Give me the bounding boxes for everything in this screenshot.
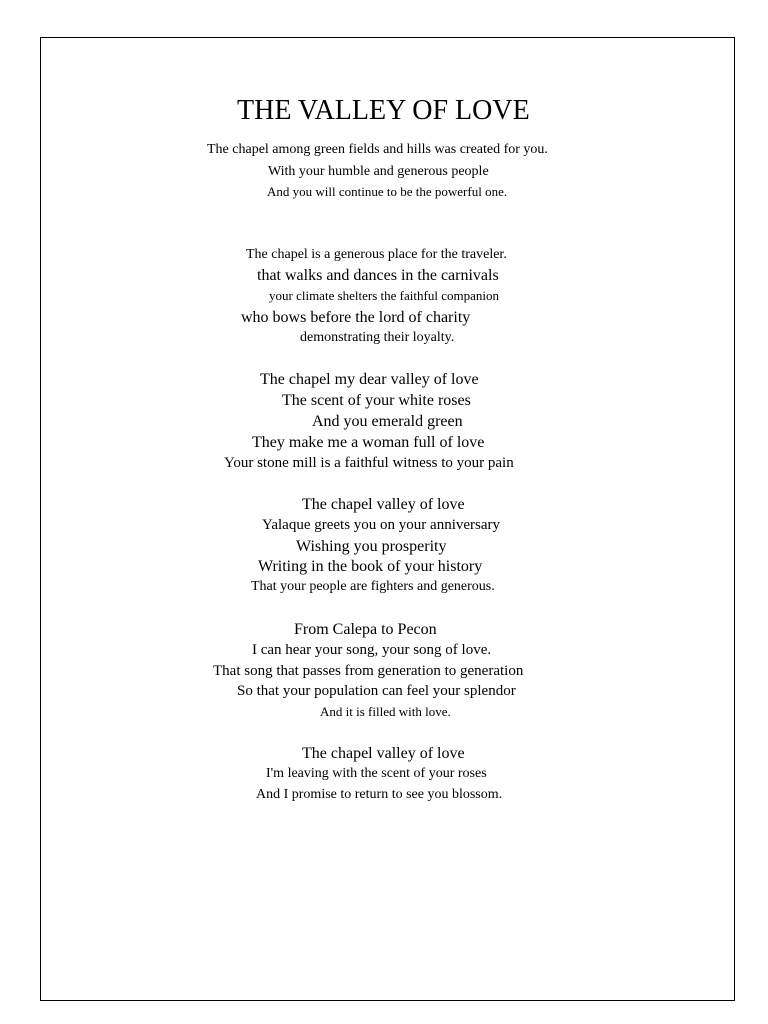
poem-line: The chapel among green fields and hills was created for you.	[207, 142, 548, 157]
poem-line: your climate shelters the faithful companion	[269, 288, 499, 303]
poem-line: who bows before the lord of charity	[241, 309, 471, 326]
poem-line: And I promise to return to see you blossom.	[256, 787, 503, 802]
poem-line: I'm leaving with the scent of your roses	[266, 766, 487, 781]
poem-line: Writing in the book of your history	[258, 558, 483, 575]
poem-line: And you will continue to be the powerful one.	[267, 184, 508, 199]
poem-line: Your stone mill is a faithful witness to your pain	[224, 455, 514, 471]
poem-line: And you emerald green	[312, 413, 463, 430]
poem-line: And it is filled with love.	[320, 704, 451, 719]
poem-line: The scent of your white roses	[282, 392, 471, 409]
poem-line: That your people are fighters and generous.	[251, 579, 495, 594]
poem-line: that walks and dances in the carnivals	[257, 267, 499, 284]
poem-line: The chapel valley of love	[302, 496, 465, 513]
poem-line: That song that passes from generation to generation	[213, 663, 524, 679]
poem-line: Yalaque greets you on your anniversary	[262, 517, 501, 533]
poem-line: With your humble and generous people	[268, 164, 489, 179]
poem-title: THE VALLEY OF LOVE	[237, 95, 530, 126]
poem-line: The chapel valley of love	[302, 745, 465, 762]
poem-line: Wishing you prosperity	[296, 538, 447, 555]
poem-line: The chapel is a generous place for the traveler.	[246, 247, 507, 262]
poem-line: They make me a woman full of love	[252, 434, 485, 451]
poem-line: So that your population can feel your splendor	[237, 683, 516, 699]
poem-line: From Calepa to Pecon	[294, 621, 437, 638]
poem-line: demonstrating their loyalty.	[300, 330, 455, 345]
poem-line: The chapel my dear valley of love	[260, 371, 479, 388]
poem-line: I can hear your song, your song of love.	[252, 642, 492, 658]
